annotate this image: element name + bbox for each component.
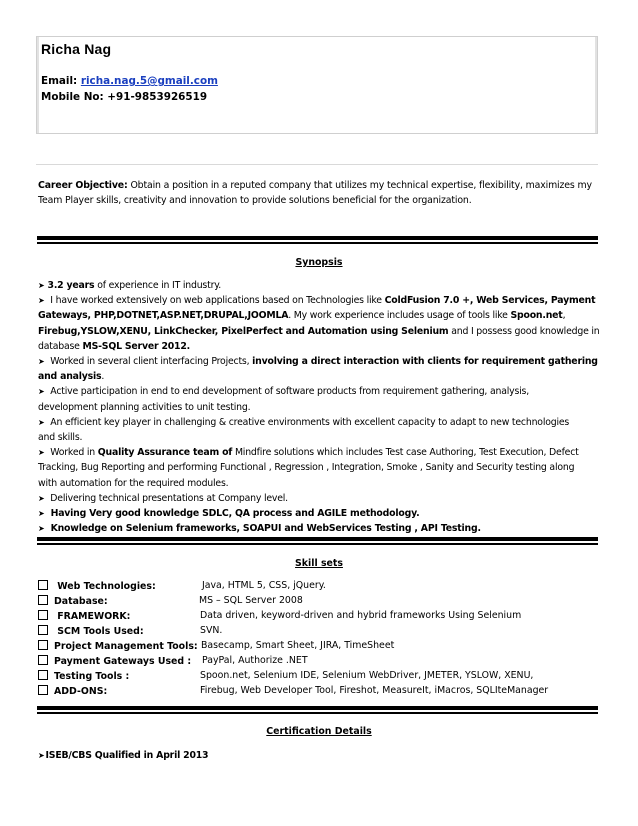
checkbox-icon — [38, 625, 48, 635]
skill-row: ADD-ONS: — [38, 685, 107, 700]
skill-value: Data driven, keyword-driven and hybrid frameworks Using Selenium — [200, 610, 522, 621]
list-item: ➤ I have worked extensively on web applications based on Technologies like ColdFusion 7.0 +, Web Services, Payment — [38, 295, 596, 307]
skill-row: Web Technologies: — [38, 580, 156, 595]
synopsis-list: ➤ 3.2 years of experience in IT industry. ➤ I have worked extensively on web applications based on Technologies like ColdFusion 7.0 +, Web Services, Payment Gateways, PHP,DOTNET,ASP.NET,DRUPAL,JOOMLA. My work experience includes usage of tools like Spoon.net, Firebug,YSLOW,XENU, LinkChecker, PixelPerfect and Automation using Selenium and I possess good knowledge in database MS-SQL Server 2012. ➤ Worked in several client interfacing Projects, involving a direct interaction with clients for requirement gathering and analysis. ➤ Active participation in end to end development of software products from requirement gathering, analysis, development planning activities to unit testing. ➤ An efficient key player in challenging & creative environments with excellent capacity to adapt to new technologies and skills. ➤ Worked in Quality Assurance team of Mindfire solutions which includes Test case Authoring, Test Execution, Defect Tracking, Bug Reporting and performing Functional , Regression , Integration, Smoke , Sanity and Security testing along with automation for the required modules. ➤ Delivering technical presentations at Company level. ➤ Having Very good knowledge SDLC, QA process and AGILE methodology. ➤ Knowledge on Selenium frameworks, SOAPUI and WebServices Testing , API Testing. — [38, 278, 603, 536]
skill-row: Project Management Tools: — [38, 640, 198, 655]
email-line — [41, 75, 218, 87]
list-item: ➤ISEB/CBS Qualified in April 2013 — [38, 750, 209, 761]
checkbox-icon — [38, 670, 48, 680]
skill-row: Testing Tools : — [38, 670, 129, 685]
checkbox-icon — [38, 640, 48, 650]
skill-row: SCM Tools Used: — [38, 625, 144, 640]
certification-heading: Certification Details — [266, 726, 372, 737]
skill-value: Java, HTML 5, CSS, jQuery. — [202, 580, 326, 591]
skill-value: SVN. — [200, 625, 223, 636]
skill-value: PayPal, Authorize .NET — [202, 655, 308, 666]
mobile-line: Mobile No: +91-9853926519 — [41, 91, 208, 103]
skill-row: Payment Gateways Used : — [38, 655, 191, 670]
list-item: ➤ Worked in several client interfacing Projects, involving a direct interaction with clients for requirement gathering — [38, 356, 598, 368]
checkbox-icon — [38, 685, 48, 695]
header-divider — [36, 164, 598, 165]
checkbox-icon — [38, 580, 48, 590]
checkbox-icon — [38, 595, 48, 605]
skill-row: Database: — [38, 595, 108, 610]
section-divider-skills — [37, 537, 598, 545]
synopsis-heading: Synopsis — [295, 257, 343, 268]
list-item: ➤ Active participation in end to end development of software products from requirement gathering, analysis, — [38, 386, 529, 398]
list-item: ➤ An efficient key player in challenging & creative environments with excellent capacity to adapt to new technologies — [38, 416, 570, 428]
skill-value: Firebug, Web Developer Tool, Fireshot, MeasureIt, iMacros, SQLIteManager — [200, 685, 549, 696]
list-item: ➤ Worked in Quality Assurance team of Mindfire solutions which includes Test case Authoring, Test Execution, Defect — [38, 447, 579, 459]
list-item: ➤ Delivering technical presentations at Company level. — [38, 492, 288, 504]
section-divider-synopsis — [37, 236, 598, 244]
career-objective-label: Career Objective: — [38, 180, 128, 191]
email-label: Email: — [41, 75, 81, 87]
skill-value: Basecamp, Smart Sheet, JIRA, TimeSheet — [201, 640, 395, 651]
career-objective: Career Objective: Obtain a position in a reputed company that utilizes my technical expertise, flexibility, maximizes my Team Player skills, creativity and innovation to provide solutions beneficial for the organization. — [38, 180, 592, 206]
email-link[interactable]: richa.nag.5@gmail.com — [80, 75, 218, 87]
header-box — [36, 36, 598, 134]
skill-row: FRAMEWORK: — [38, 610, 130, 625]
list-item: ➤ Knowledge on Selenium frameworks, SOAPUI and WebServices Testing , API Testing. — [38, 523, 481, 535]
list-item: ➤ Having Very good knowledge SDLC, QA process and AGILE methodology. — [38, 508, 420, 520]
skill-value: MS – SQL Server 2008 — [199, 595, 303, 606]
list-item: ➤ 3.2 years of experience in IT industry. — [38, 280, 221, 291]
checkbox-icon — [38, 655, 48, 665]
candidate-name: Richa Nag — [41, 41, 112, 57]
section-divider-certification — [37, 706, 598, 714]
checkbox-icon — [38, 610, 48, 620]
skills-heading: Skill sets — [295, 558, 343, 569]
certification-list — [38, 748, 603, 763]
skill-value: Spoon.net, Selenium IDE, Selenium WebDriver, JMETER, YSLOW, XENU, — [200, 670, 534, 681]
